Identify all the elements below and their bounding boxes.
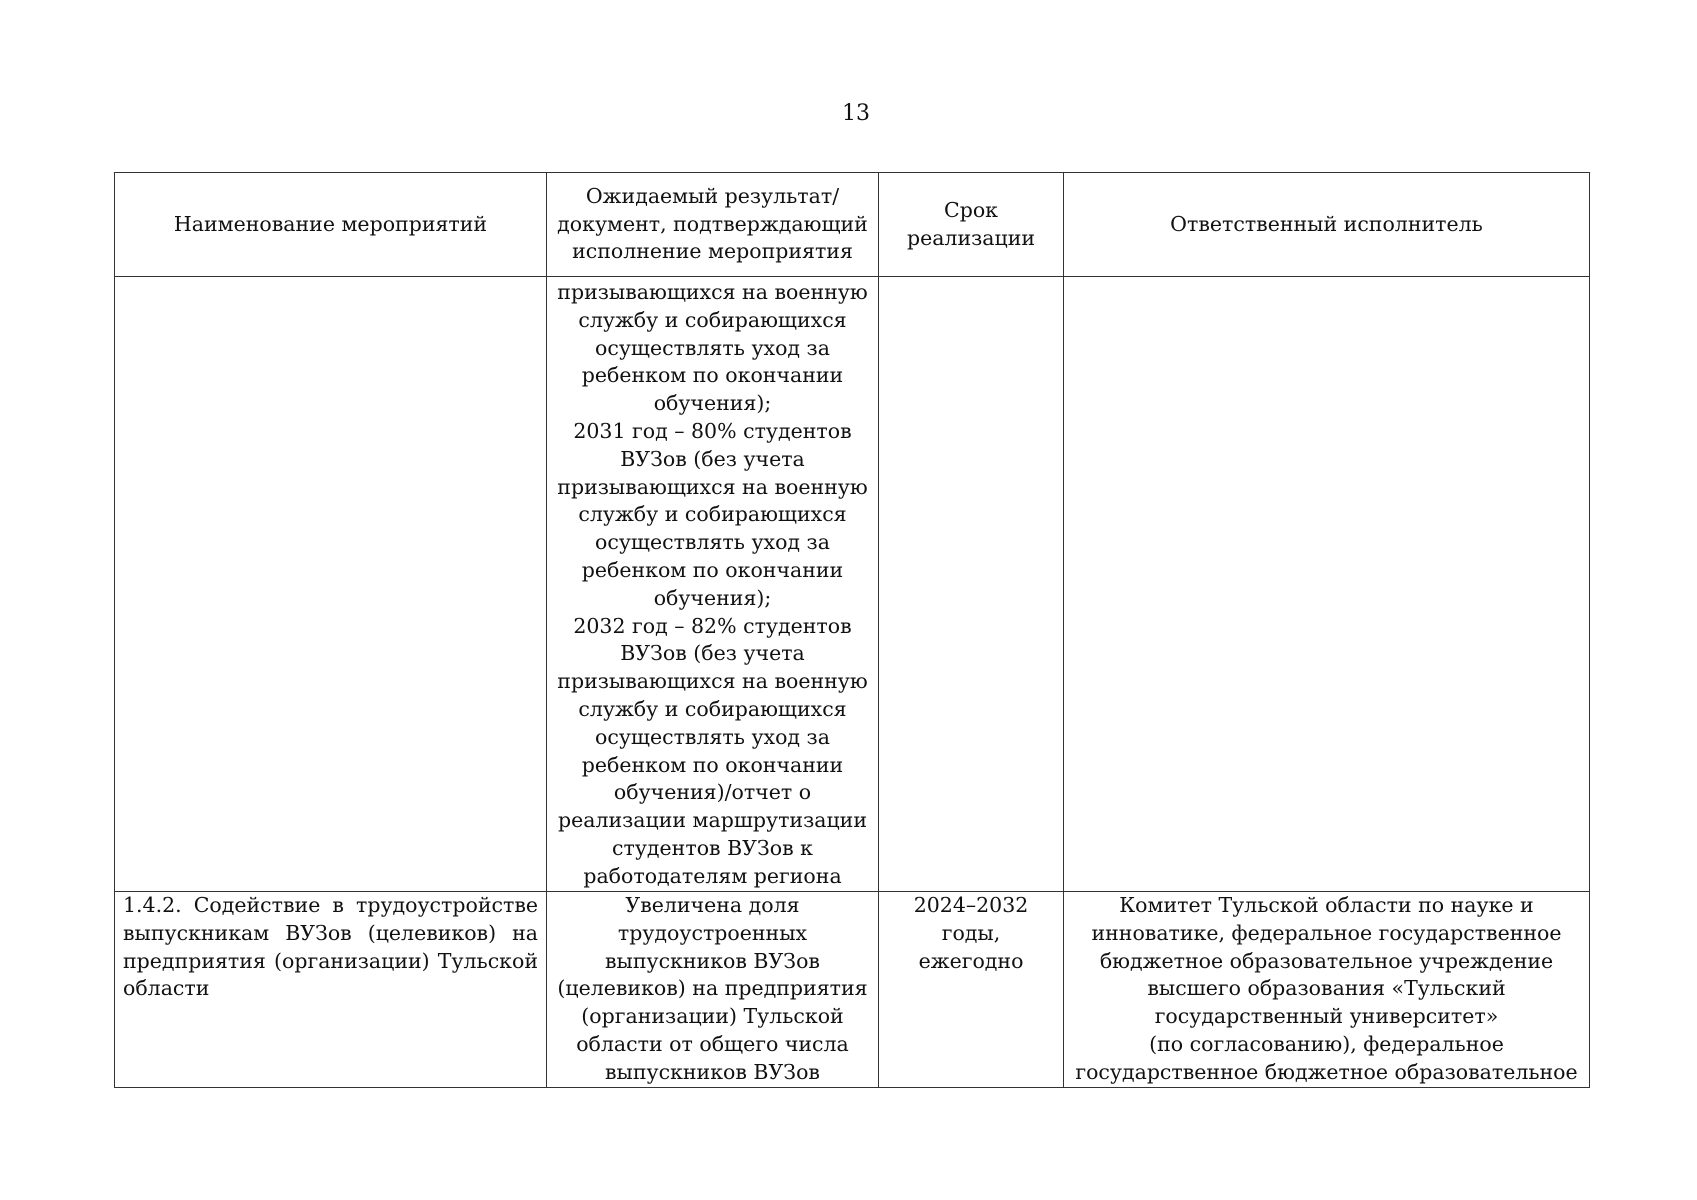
table-row bbox=[115, 892, 1590, 1088]
cell-result: Увеличена доля трудоустроенных выпускников ВУЗов (целевиков) на предприятия (организации) Тульской области от общего числа выпускников ВУЗов bbox=[547, 892, 879, 1088]
cell-term bbox=[879, 277, 1064, 892]
cell-responsible: Комитет Тульской области по науке и инноватике, федеральное государственное бюджетное образовательное учреждение высшего образования «Тульский государственный университет» (по согласованию), федеральное государственное бюджетное образовательное bbox=[1064, 892, 1590, 1088]
header-name: Наименование мероприятий bbox=[115, 173, 547, 277]
table-row bbox=[115, 277, 1590, 892]
header-term: Срок реализации bbox=[879, 173, 1064, 277]
cell-term: 2024–2032 годы, ежегодно bbox=[879, 892, 1064, 1088]
header-responsible: Ответственный исполнитель bbox=[1064, 173, 1590, 277]
header-result: Ожидаемый результат/ документ, подтверждающий исполнение мероприятия bbox=[547, 173, 879, 277]
measures-table bbox=[114, 172, 1590, 1088]
cell-name: 1.4.2. Содействие в трудоустройстве выпускникам ВУЗов (целевиков) на предприятия (организации) Тульской области bbox=[115, 892, 547, 1088]
cell-name bbox=[115, 277, 547, 892]
table-header-row bbox=[115, 173, 1590, 277]
cell-responsible bbox=[1064, 277, 1590, 892]
cell-result: призывающихся на военную службу и собирающихся осуществлять уход за ребенком по окончании обучения); 2031 год – 80% студентов ВУЗов (без учета призывающихся на военную службу и собирающихся осуществлять уход за ребенком по окончании обучения); 2032 год – 82% студентов ВУЗов (без учета призывающихся на военную службу и собирающихся осуществлять уход за ребенком по окончании обучения)/отчет о реализации маршрутизации студентов ВУЗов к работодателям региона bbox=[547, 277, 879, 892]
page-number: 13 bbox=[842, 101, 870, 126]
